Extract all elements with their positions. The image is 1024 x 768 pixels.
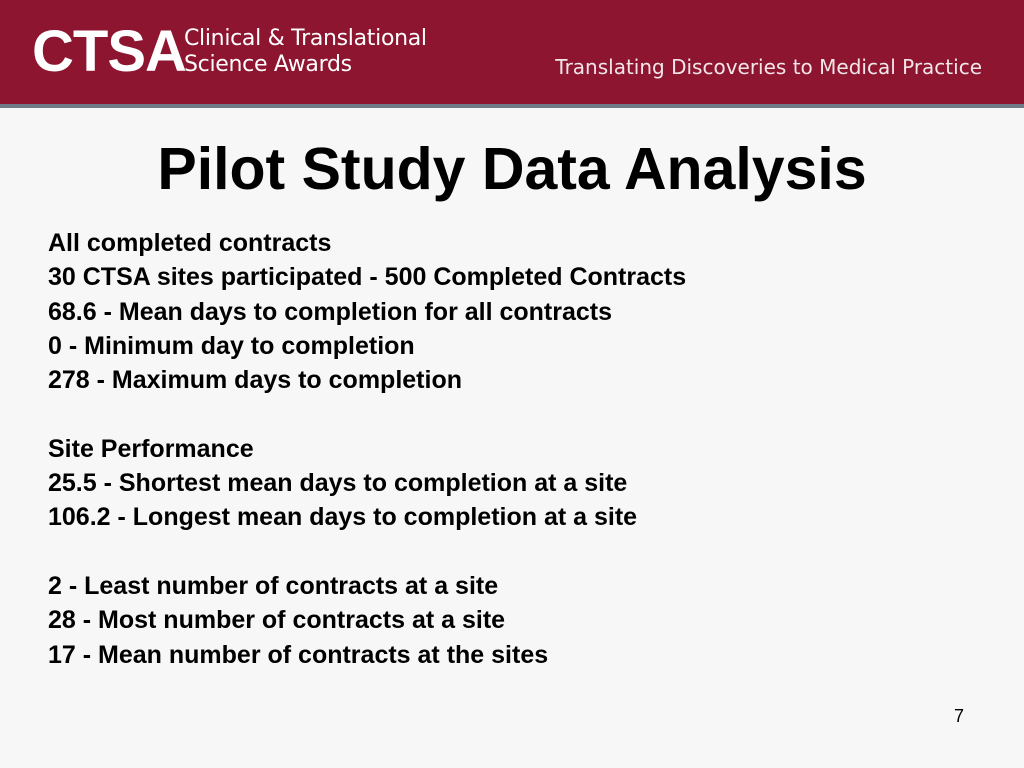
body-line: 30 CTSA sites participated - 500 Completed Contracts: [48, 263, 687, 292]
body-line: 0 - Minimum day to completion: [48, 331, 415, 360]
logo-line-1: Clinical & Translational: [184, 26, 427, 51]
logo-mark: CTSA: [32, 19, 186, 84]
body-line: 2 - Least number of contracts at a site: [48, 571, 499, 600]
slide-number: 7: [953, 706, 964, 726]
header-banner: [0, 0, 1024, 104]
body-line: 106.2 - Longest mean days to completion at a site: [48, 503, 638, 532]
body-line: 68.6 - Mean days to completion for all contracts: [48, 297, 613, 326]
tagline: Translating Discoveries to Medical Practice: [555, 55, 982, 79]
body-line: All completed contracts: [48, 229, 332, 257]
spacer: [48, 535, 988, 569]
body-line: Site Performance: [48, 434, 254, 463]
slide-title: Pilot Study Data Analysis: [157, 136, 867, 202]
spacer: [48, 397, 988, 431]
logo-text: [184, 26, 444, 78]
body-line: 25.5 - Shortest mean days to completion at a site: [48, 469, 628, 498]
body-line: 17 - Mean number of contracts at the sites: [48, 640, 549, 669]
body-line: 28 - Most number of contracts at a site: [48, 606, 506, 635]
body-line: 278 - Maximum days to completion: [48, 366, 462, 395]
logo-line-2: Science Awards: [184, 52, 352, 77]
header-divider: [0, 104, 1024, 108]
slide-body: [48, 226, 988, 672]
